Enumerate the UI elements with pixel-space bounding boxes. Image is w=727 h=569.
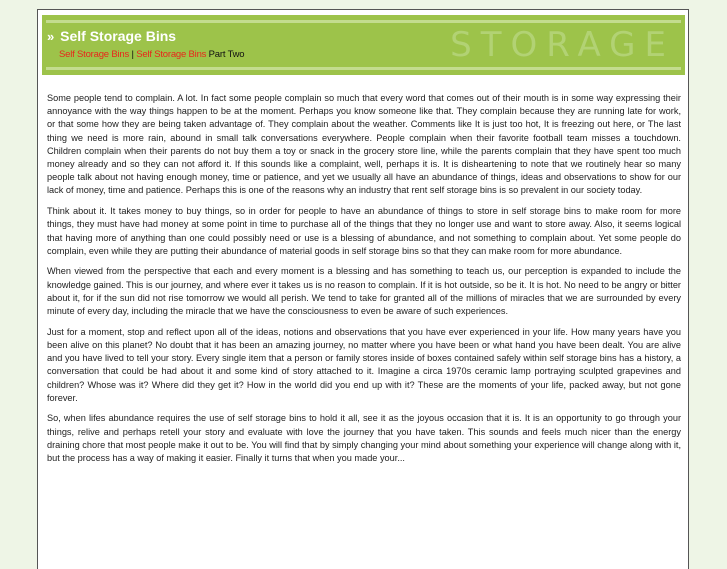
page-container: [37, 9, 689, 569]
article-paragraph: Just for a moment, stop and reflect upon all of the ideas, notions and observations that you have ever experienced in your life. How many years have you been alive on this planet? No doubt that it has been an amazing journey, no matter where you have been or what hand you have been dealt. You are alive and you have lived to tell your story. Every single item that a person or family stores inside of boxes contained safely within self storage bins has a history, a conversation that could be had about it and some kind of story attached to it. Imagine a circa 1970s ceramic lamp portraying sculpted grapevines and children? Whose was it? Where did they get it? How in the world did you end up with it? These are the moments of your life, packed away, but not gone forever.: [47, 326, 681, 403]
breadcrumb-separator: |: [131, 49, 134, 60]
article-paragraph: So, when lifes abundance requires the use of self storage bins to hold it all, see it as the joyous occasion that it is. It is an opportunity to go through your things, relive and perhaps retell your story and evaluate with love the journey that you have taken. This sounds and feels much nicer than the energy draining chore that most people make it out to be. You will find that by simply changing your mind about something your experience will change along with it, but the process has a way of making it easier. Finally it turns that when you made your...: [47, 413, 681, 464]
article-paragraph: Some people tend to complain. A lot. In fact some people complain so much that every word that comes out of their mouth is in some way expressing their annoyance with the way things happen to be at the moment. Perhaps you know someone like that. They complain because they are running late for work, or that some how they are being taken advantage of. They complain about the weather. Comments like It is just too hot, It is freezing out here, or The last thing we need is more rain, abound in small talk conversations everywhere. People complain when their favorite football team misses a touchdown. Children complain when their parents do not buy them a toy or snack in the grocery store line, while the parents complain that they have spent too much money already and so they can not afford it. If this sounds like a complaint, well, perhaps it is. It is disheartening to note that we routinely hear so many people talk about not having enough money, time or patience, and yet we usually all have an abundance of things, ideas and observations to show for our lack of money, time and patience. Perhaps this is one of the reasons why an industry that rent self storage bins is so prevalent in our society today.: [47, 93, 681, 196]
page-title: [47, 28, 176, 44]
breadcrumb-link-article[interactable]: Self Storage Bins: [136, 49, 207, 60]
article-paragraph: Think about it. It takes money to buy things, so in order for people to have an abundance of things to store in self storage bins to make room for more things, they must have had money at some point in time to purchase all of the things that they no longer use and want to store away. Also, it seems logical that having more of anything than one could possibly need or use is a blessing of abundance, and not something to complain about. Yet some people do complain, even while they are putting their abundance of material goods in self storage bins so that they can make room for more abundance.: [47, 206, 681, 256]
header-banner: [42, 15, 685, 75]
header-divider-top: [46, 20, 681, 23]
header-divider-bottom: [46, 67, 681, 70]
breadcrumb-current: Part Two: [208, 49, 245, 60]
header-watermark: STORAGE: [450, 25, 675, 65]
breadcrumb: [59, 49, 244, 60]
breadcrumb-link-home[interactable]: Self Storage Bins: [59, 49, 130, 60]
article-paragraph: When viewed from the perspective that each and every moment is a blessing and has something to teach us, our perception is expanded to include the knowledge gained. This is our journey, and where ever it takes us is no reason to complain. If it is hot outside, so be it. It is hot. No need to be angry or bitter about it, for if the sun did not rise tomorrow we would all perish. We tend to take for granted all of the millions of miracles that we are surrounded by every minute of every day, including the miracle that we have the consciousness to even be aware of such experiences.: [47, 266, 681, 317]
double-chevron-icon: »: [47, 29, 55, 44]
page-title-text: Self Storage Bins: [60, 28, 177, 44]
article-body: [47, 92, 681, 473]
